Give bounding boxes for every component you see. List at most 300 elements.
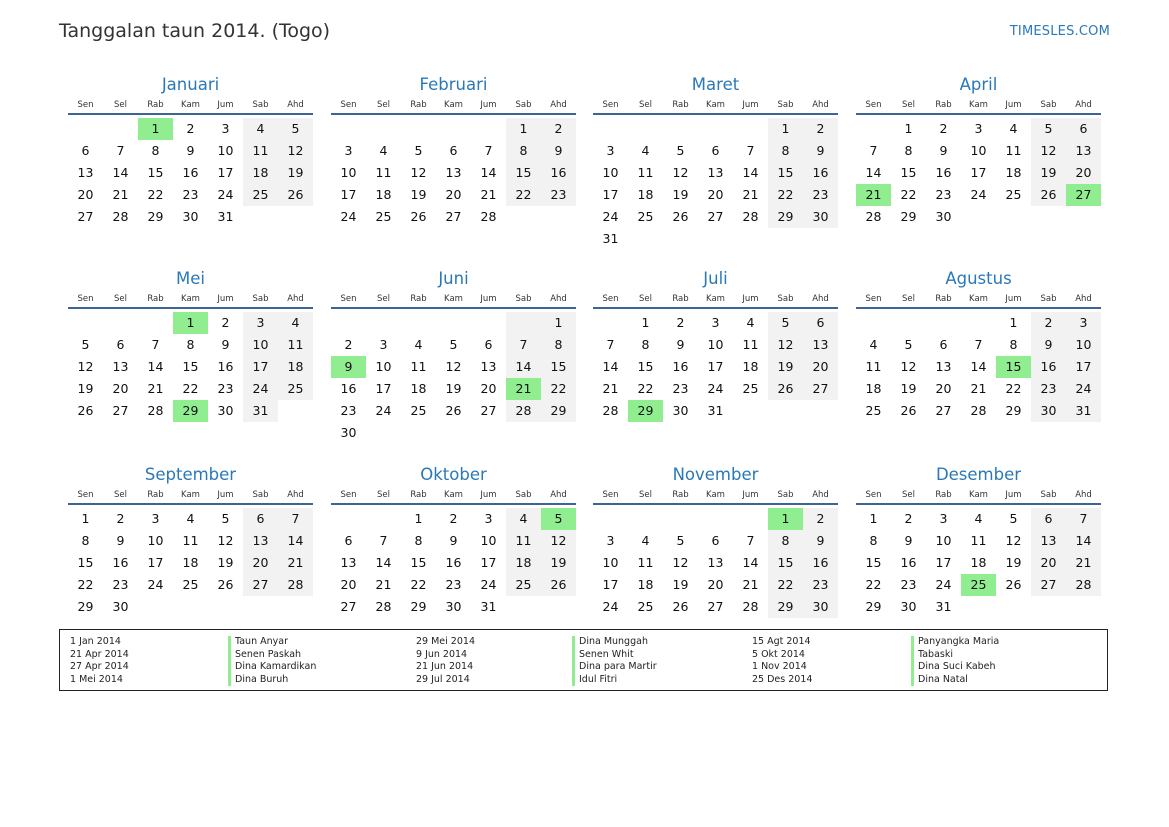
day-cell: 25 — [637, 599, 654, 614]
day-cell: 19 — [768, 356, 803, 378]
weekday-label: Jum — [1005, 294, 1022, 304]
day-cell: 23 — [672, 381, 689, 396]
holiday-day-cell: 21 — [856, 184, 891, 206]
day-cell: 5 — [1031, 118, 1066, 140]
month-6 — [331, 267, 576, 444]
day-cell: 14 — [1066, 530, 1101, 552]
day-cell: 13 — [707, 165, 724, 180]
month-name: Maret — [691, 75, 740, 94]
day-cell: 22 — [900, 187, 917, 202]
day-cell: 8 — [904, 143, 913, 158]
day-cell: 20 — [1031, 552, 1066, 574]
day-cell: 29 — [865, 599, 882, 614]
day-cell: 10 — [217, 143, 234, 158]
day-cell: 12 — [672, 165, 689, 180]
legend-holiday-name: Dina Kamardikan — [228, 661, 316, 674]
holiday-legend — [59, 629, 1108, 691]
day-cell: 12 — [217, 533, 234, 548]
holiday-day-cell: 29 — [628, 400, 663, 422]
day-cell: 27 — [707, 599, 724, 614]
legend-holiday-name: Senen Paskah — [228, 649, 301, 662]
day-cell: 21 — [970, 381, 987, 396]
day-cell: 6 — [711, 533, 720, 548]
weekday-label: Sab — [1040, 294, 1057, 304]
day-cell: 9 — [939, 143, 948, 158]
empty-cell — [628, 508, 663, 530]
legend-holiday-name: Dina para Martir — [572, 661, 657, 674]
empty-cell — [138, 312, 173, 334]
day-cell: 5 — [676, 143, 685, 158]
day-cell: 15 — [182, 359, 199, 374]
day-cell: 17 — [243, 356, 278, 378]
day-cell: 23 — [445, 577, 462, 592]
weekday-label: Sen — [77, 490, 94, 500]
weekday-label: Ahd — [550, 100, 567, 110]
empty-cell — [68, 312, 103, 334]
day-cell: 12 — [768, 334, 803, 356]
day-cell: 10 — [480, 533, 497, 548]
day-cell: 4 — [974, 511, 983, 526]
month-2 — [331, 73, 576, 228]
day-cell: 20 — [803, 356, 838, 378]
day-cell: 14 — [742, 555, 759, 570]
day-cell: 13 — [1066, 140, 1101, 162]
day-cell: 22 — [410, 577, 427, 592]
legend-holiday-name: Tabaski — [911, 649, 953, 662]
legend-date: 1 Jan 2014 — [70, 636, 121, 647]
day-cell: 2 — [939, 121, 948, 136]
day-cell: 14 — [970, 359, 987, 374]
day-cell: 7 — [606, 337, 615, 352]
weekday-label: Sab — [515, 294, 532, 304]
day-cell: 6 — [803, 312, 838, 334]
day-cell: 7 — [151, 337, 160, 352]
weekday-label: Jum — [1005, 490, 1022, 500]
day-cell: 16 — [340, 381, 357, 396]
day-cell: 29 — [1005, 403, 1022, 418]
day-cell: 4 — [641, 533, 650, 548]
day-cell: 9 — [904, 533, 913, 548]
weekday-label: Kam — [706, 490, 725, 500]
day-cell: 7 — [278, 508, 313, 530]
day-cell: 26 — [541, 574, 576, 596]
day-cell: 2 — [904, 511, 913, 526]
days-grid — [856, 508, 1101, 618]
weekday-header — [68, 99, 313, 115]
day-cell: 29 — [410, 599, 427, 614]
weekday-label: Ahd — [1075, 100, 1092, 110]
day-cell: 10 — [147, 533, 164, 548]
day-cell: 19 — [900, 381, 917, 396]
day-cell: 12 — [445, 359, 462, 374]
site-link[interactable]: TIMESLES.COM — [1009, 24, 1110, 39]
day-cell: 21 — [480, 187, 497, 202]
weekday-header — [68, 293, 313, 309]
day-cell: 17 — [340, 187, 357, 202]
day-cell: 13 — [935, 359, 952, 374]
weekday-header — [856, 293, 1101, 309]
day-cell: 22 — [1005, 381, 1022, 396]
day-cell: 28 — [970, 403, 987, 418]
weekday-label: Ahd — [287, 294, 304, 304]
legend-holiday-name: Idul Fitri — [572, 674, 617, 687]
empty-cell — [698, 508, 733, 530]
day-cell: 20 — [935, 381, 952, 396]
page-title: Tanggalan taun 2014. (Togo) — [59, 20, 331, 42]
day-cell: 29 — [541, 400, 576, 422]
day-cell: 6 — [1031, 508, 1066, 530]
day-cell: 14 — [112, 165, 129, 180]
month-1 — [68, 73, 313, 228]
day-cell: 2 — [344, 337, 353, 352]
day-cell: 24 — [375, 403, 392, 418]
weekday-label: Sel — [902, 100, 915, 110]
weekday-label: Sen — [602, 294, 619, 304]
day-cell: 30 — [445, 599, 462, 614]
empty-cell — [663, 508, 698, 530]
weekday-label: Rab — [410, 294, 427, 304]
day-cell: 6 — [449, 143, 458, 158]
day-cell: 21 — [742, 577, 759, 592]
day-cell: 4 — [869, 337, 878, 352]
day-cell: 13 — [340, 555, 357, 570]
day-cell: 9 — [186, 143, 195, 158]
day-cell: 1 — [541, 312, 576, 334]
day-cell: 8 — [1009, 337, 1018, 352]
day-cell: 20 — [112, 381, 129, 396]
legend-date: 29 Mei 2014 — [416, 636, 475, 647]
day-cell: 10 — [1066, 334, 1101, 356]
weekday-label: Sel — [377, 100, 390, 110]
day-cell: 27 — [935, 403, 952, 418]
day-cell: 21 — [112, 187, 129, 202]
day-cell: 24 — [147, 577, 164, 592]
day-cell: 5 — [904, 337, 913, 352]
empty-cell — [103, 118, 138, 140]
day-cell: 7 — [746, 143, 755, 158]
day-cell: 28 — [1066, 574, 1101, 596]
day-cell: 3 — [711, 315, 720, 330]
day-cell: 25 — [278, 378, 313, 400]
day-cell: 28 — [602, 403, 619, 418]
month-4 — [856, 73, 1101, 228]
day-cell: 9 — [116, 533, 125, 548]
day-cell: 28 — [480, 209, 497, 224]
day-cell: 19 — [1005, 555, 1022, 570]
day-cell: 20 — [1066, 162, 1101, 184]
weekday-label: Sel — [902, 294, 915, 304]
empty-cell — [891, 312, 926, 334]
day-cell: 26 — [278, 184, 313, 206]
day-cell: 9 — [803, 530, 838, 552]
day-cell: 30 — [900, 599, 917, 614]
day-cell: 17 — [602, 187, 619, 202]
day-cell: 19 — [278, 162, 313, 184]
day-cell: 4 — [186, 511, 195, 526]
day-cell: 14 — [865, 165, 882, 180]
day-cell: 2 — [221, 315, 230, 330]
empty-cell — [856, 312, 891, 334]
day-cell: 7 — [869, 143, 878, 158]
weekday-label: Ahd — [287, 100, 304, 110]
day-cell: 16 — [217, 359, 234, 374]
day-cell: 2 — [803, 118, 838, 140]
day-cell: 24 — [935, 577, 952, 592]
empty-cell — [593, 312, 628, 334]
day-cell: 16 — [112, 555, 129, 570]
empty-cell — [366, 312, 401, 334]
day-cell: 3 — [379, 337, 388, 352]
day-cell: 16 — [541, 162, 576, 184]
weekday-label: Rab — [672, 294, 689, 304]
day-cell: 17 — [970, 165, 987, 180]
day-cell: 27 — [77, 209, 94, 224]
day-cell: 13 — [445, 165, 462, 180]
day-cell: 26 — [1031, 184, 1066, 206]
day-cell: 28 — [742, 209, 759, 224]
day-cell: 23 — [340, 403, 357, 418]
day-cell: 2 — [449, 511, 458, 526]
day-cell: 25 — [375, 209, 392, 224]
month-10 — [331, 463, 576, 618]
day-cell: 1 — [506, 118, 541, 140]
day-cell: 24 — [970, 187, 987, 202]
weekday-label: Rab — [410, 100, 427, 110]
day-cell: 11 — [742, 337, 759, 352]
day-cell: 17 — [217, 165, 234, 180]
day-cell: 10 — [243, 334, 278, 356]
day-cell: 22 — [768, 574, 803, 596]
day-cell: 21 — [742, 187, 759, 202]
day-cell: 24 — [602, 209, 619, 224]
day-cell: 2 — [676, 315, 685, 330]
day-cell: 18 — [970, 555, 987, 570]
holiday-day-cell: 5 — [541, 508, 576, 530]
day-cell: 3 — [344, 143, 353, 158]
day-cell: 1 — [414, 511, 423, 526]
weekday-label: Sab — [252, 100, 269, 110]
weekday-label: Sen — [340, 490, 357, 500]
day-cell: 4 — [746, 315, 755, 330]
day-cell: 27 — [480, 403, 497, 418]
legend-holiday-name: Taun Anyar — [228, 636, 288, 649]
day-cell: 23 — [182, 187, 199, 202]
day-cell: 26 — [672, 209, 689, 224]
day-cell: 22 — [182, 381, 199, 396]
month-8 — [856, 267, 1101, 422]
legend-holiday-name: Dina Natal — [911, 674, 968, 687]
day-cell: 15 — [506, 162, 541, 184]
day-cell: 13 — [480, 359, 497, 374]
day-cell: 14 — [147, 359, 164, 374]
day-cell: 1 — [869, 511, 878, 526]
day-cell: 20 — [707, 577, 724, 592]
weekday-label: Jum — [480, 294, 497, 304]
holiday-day-cell: 25 — [961, 574, 996, 596]
day-cell: 16 — [182, 165, 199, 180]
day-cell: 30 — [112, 599, 129, 614]
day-cell: 9 — [676, 337, 685, 352]
days-grid — [331, 508, 576, 618]
weekday-label: Kam — [706, 100, 725, 110]
day-cell: 17 — [375, 381, 392, 396]
holiday-day-cell: 29 — [173, 400, 208, 422]
weekday-header — [331, 293, 576, 309]
weekday-label: Kam — [444, 294, 463, 304]
empty-cell — [698, 118, 733, 140]
day-cell: 25 — [182, 577, 199, 592]
empty-cell — [506, 312, 541, 334]
day-cell: 16 — [900, 555, 917, 570]
day-cell: 12 — [410, 165, 427, 180]
days-grid — [68, 312, 313, 422]
day-cell: 20 — [480, 381, 497, 396]
day-cell: 26 — [410, 209, 427, 224]
day-cell: 4 — [1009, 121, 1018, 136]
day-cell: 11 — [278, 334, 313, 356]
legend-date: 21 Apr 2014 — [70, 648, 129, 660]
weekday-label: Sel — [377, 294, 390, 304]
day-cell: 6 — [711, 143, 720, 158]
empty-cell — [436, 312, 471, 334]
legend-date: 5 Okt 2014 — [752, 648, 805, 660]
day-cell: 8 — [641, 337, 650, 352]
day-cell: 27 — [707, 209, 724, 224]
empty-cell — [856, 118, 891, 140]
day-cell: 8 — [541, 334, 576, 356]
day-cell: 8 — [414, 533, 423, 548]
weekday-label: Sel — [114, 490, 127, 500]
holiday-day-cell: 15 — [996, 356, 1031, 378]
day-cell: 9 — [1031, 334, 1066, 356]
weekday-label: Rab — [935, 294, 952, 304]
day-cell: 11 — [637, 555, 654, 570]
day-cell: 5 — [278, 118, 313, 140]
day-cell: 3 — [606, 143, 615, 158]
day-cell: 15 — [147, 165, 164, 180]
weekday-label: Sab — [252, 294, 269, 304]
day-cell: 4 — [641, 143, 650, 158]
weekday-label: Sel — [639, 294, 652, 304]
empty-cell — [663, 118, 698, 140]
day-cell: 11 — [637, 165, 654, 180]
day-cell: 3 — [221, 121, 230, 136]
holiday-day-cell: 27 — [1066, 184, 1101, 206]
day-cell: 13 — [707, 555, 724, 570]
days-grid — [593, 118, 838, 250]
day-cell: 17 — [602, 577, 619, 592]
day-cell: 30 — [340, 425, 357, 440]
weekday-label: Sel — [639, 490, 652, 500]
day-cell: 15 — [768, 552, 803, 574]
weekday-label: Sen — [340, 100, 357, 110]
day-cell: 31 — [1066, 400, 1101, 422]
day-cell: 13 — [77, 165, 94, 180]
day-cell: 19 — [77, 381, 94, 396]
weekday-label: Ahd — [812, 294, 829, 304]
weekday-label: Sab — [777, 490, 794, 500]
day-cell: 19 — [1031, 162, 1066, 184]
legend-date: 15 Agt 2014 — [752, 636, 811, 647]
day-cell: 8 — [768, 140, 803, 162]
day-cell: 30 — [803, 596, 838, 618]
weekday-header — [593, 293, 838, 309]
weekday-label: Jum — [1005, 100, 1022, 110]
day-cell: 23 — [541, 184, 576, 206]
day-cell: 9 — [541, 140, 576, 162]
day-cell: 18 — [278, 356, 313, 378]
weekday-label: Ahd — [550, 490, 567, 500]
weekday-label: Sab — [515, 100, 532, 110]
day-cell: 11 — [865, 359, 882, 374]
day-cell: 14 — [506, 356, 541, 378]
day-cell: 2 — [116, 511, 125, 526]
month-name: Oktober — [420, 465, 487, 484]
weekday-label: Jum — [217, 100, 234, 110]
weekday-label: Ahd — [550, 294, 567, 304]
day-cell: 30 — [217, 403, 234, 418]
day-cell: 2 — [1031, 312, 1066, 334]
day-cell: 8 — [768, 530, 803, 552]
day-cell: 18 — [182, 555, 199, 570]
day-cell: 31 — [217, 209, 234, 224]
day-cell: 20 — [340, 577, 357, 592]
empty-cell — [366, 508, 401, 530]
legend-holiday-name: Dina Suci Kabeh — [911, 661, 996, 674]
day-cell: 5 — [221, 511, 230, 526]
days-grid — [856, 312, 1101, 422]
weekday-label: Ahd — [812, 490, 829, 500]
day-cell: 17 — [707, 359, 724, 374]
day-cell: 9 — [221, 337, 230, 352]
day-cell: 18 — [1005, 165, 1022, 180]
day-cell: 12 — [77, 359, 94, 374]
day-cell: 20 — [707, 187, 724, 202]
weekday-label: Sel — [902, 490, 915, 500]
weekday-label: Sab — [777, 294, 794, 304]
day-cell: 10 — [707, 337, 724, 352]
month-11 — [593, 463, 838, 618]
day-cell: 3 — [939, 511, 948, 526]
day-cell: 30 — [803, 206, 838, 228]
day-cell: 2 — [541, 118, 576, 140]
day-cell: 9 — [803, 140, 838, 162]
weekday-label: Sel — [377, 490, 390, 500]
empty-cell — [331, 508, 366, 530]
day-cell: 22 — [768, 184, 803, 206]
weekday-label: Sen — [77, 294, 94, 304]
weekday-label: Rab — [672, 490, 689, 500]
day-cell: 28 — [375, 599, 392, 614]
weekday-label: Sel — [639, 100, 652, 110]
month-name: Agustus — [945, 269, 1012, 288]
day-cell: 18 — [865, 381, 882, 396]
day-cell: 10 — [935, 533, 952, 548]
weekday-label: Sen — [77, 100, 94, 110]
month-name: Juli — [703, 269, 728, 288]
weekday-label: Kam — [181, 294, 200, 304]
weekday-label: Sen — [865, 100, 882, 110]
day-cell: 17 — [935, 555, 952, 570]
weekday-label: Kam — [969, 100, 988, 110]
day-cell: 7 — [484, 143, 493, 158]
day-cell: 23 — [1031, 378, 1066, 400]
legend-date: 29 Jul 2014 — [416, 673, 470, 685]
day-cell: 18 — [375, 187, 392, 202]
legend-holiday-name: Dina Buruh — [228, 674, 288, 687]
day-cell: 19 — [410, 187, 427, 202]
holiday-day-cell: 9 — [331, 356, 366, 378]
